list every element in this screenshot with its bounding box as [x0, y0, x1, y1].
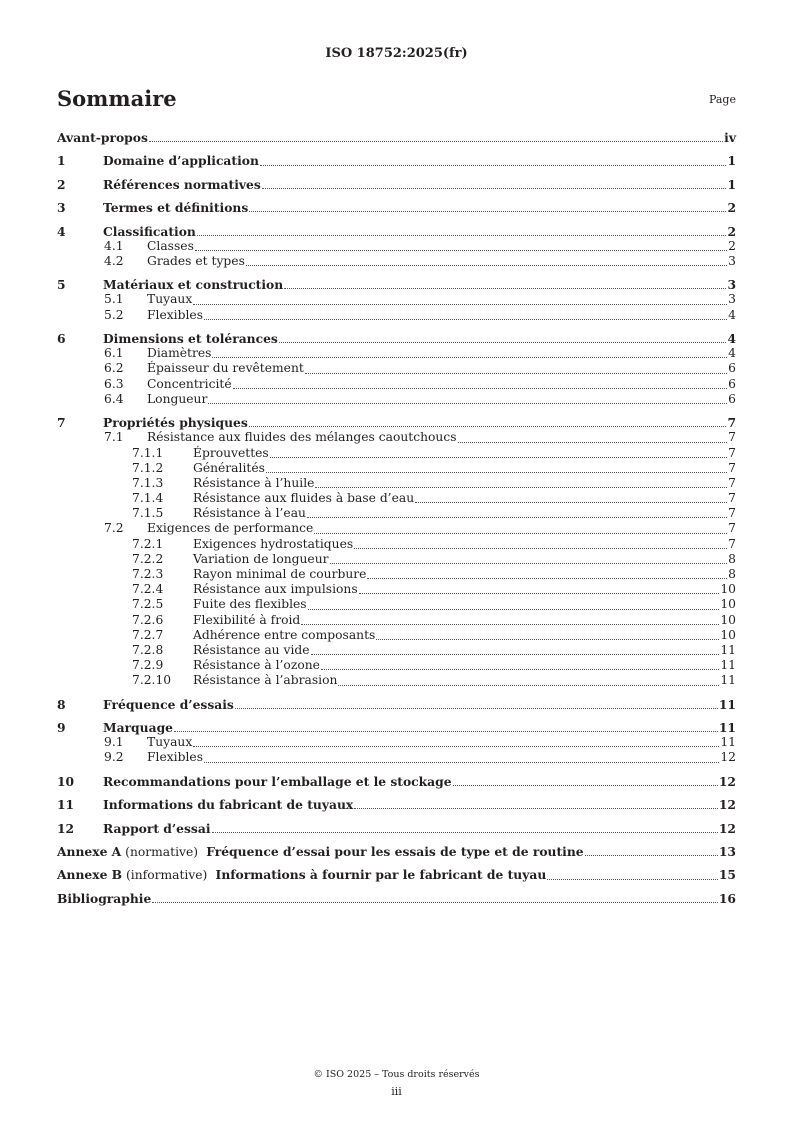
toc-entry-number: 9 — [57, 720, 66, 736]
toc-entry-page: 7 — [728, 445, 736, 460]
dot-leader — [453, 774, 718, 786]
toc-entry-number: 7.2.10 — [132, 673, 172, 688]
toc-entry[interactable] — [57, 552, 736, 567]
dot-leader — [195, 239, 727, 251]
toc-entry[interactable] — [57, 392, 736, 407]
toc-entry-page: 10 — [720, 582, 736, 597]
toc-entry-number: 6.1 — [104, 346, 124, 361]
document-identifier: ISO 18752:2025(fr) — [325, 46, 468, 61]
toc-entry-number: 3 — [57, 200, 66, 216]
toc-entry-page: 4 — [728, 346, 736, 361]
page-number: iii — [391, 1085, 402, 1098]
toc-entry[interactable] — [57, 377, 736, 392]
dot-leader — [314, 521, 727, 533]
toc-entry[interactable] — [57, 277, 736, 292]
dot-leader — [212, 821, 718, 833]
toc-entry[interactable] — [57, 582, 736, 597]
toc-entry-label: Généralités — [193, 460, 265, 475]
toc-entry-page: 7 — [728, 506, 736, 521]
toc-entry[interactable] — [57, 430, 736, 445]
toc-entry[interactable] — [57, 844, 736, 859]
toc-entry-page: 12 — [718, 820, 736, 836]
toc-entry[interactable] — [57, 537, 736, 552]
toc-entry-page: 7 — [728, 475, 736, 490]
dot-leader — [458, 430, 728, 442]
toc-entry-page: 12 — [720, 750, 736, 765]
toc-entry-label: Classes — [147, 238, 194, 253]
toc-entry-page: 15 — [718, 867, 736, 883]
toc-entry-number: 6.2 — [104, 361, 124, 376]
annex-qualifier: (informative) — [122, 868, 212, 883]
toc-entry-page: 7 — [728, 430, 736, 445]
toc-entry-label — [57, 844, 584, 859]
dot-leader — [585, 844, 718, 856]
title-row — [57, 86, 736, 114]
toc-entry-number: 1 — [57, 153, 66, 169]
toc-entry-label: Termes et définitions — [103, 200, 249, 216]
dot-leader — [233, 377, 728, 389]
toc-entry[interactable] — [57, 415, 736, 430]
dot-leader — [330, 552, 728, 564]
dot-leader — [284, 277, 726, 289]
toc-entry-label: Adhérence entre composants — [193, 627, 376, 642]
dot-leader — [376, 628, 719, 640]
toc-entry-label: Résistance à l’huile — [193, 475, 315, 490]
toc-entry-label: Variation de longueur — [193, 551, 329, 566]
toc-entry-label — [57, 867, 546, 882]
toc-entry-label: Dimensions et tolérances — [103, 331, 278, 346]
dot-leader — [262, 177, 727, 189]
toc-entry-label: Concentricité — [147, 376, 232, 391]
dot-leader — [305, 361, 727, 373]
toc-entry-number: 7.2.7 — [132, 627, 164, 642]
toc-entry[interactable] — [57, 821, 736, 836]
toc-entry-page: 12 — [718, 797, 736, 813]
toc-entry-label: Recommandations pour l’emballage et le stockage — [103, 773, 452, 789]
toc-entry-label: Flexibles — [147, 307, 204, 322]
toc-entry-label: Fuite des flexibles — [193, 597, 307, 612]
toc-entry-number: 7.2.8 — [132, 642, 164, 657]
toc-entry[interactable] — [57, 597, 736, 612]
toc-entry[interactable] — [57, 613, 736, 628]
toc-entry-label: Résistance à l’abrasion — [193, 673, 338, 688]
toc-entry-label: Classification — [103, 223, 196, 239]
toc-entry-number: 5.1 — [104, 292, 124, 307]
toc-entry-page: 3 — [728, 292, 736, 307]
toc-entry-label: Tuyaux — [147, 292, 193, 307]
toc-entry-label: Résistance à l’eau — [193, 506, 306, 521]
toc-entry-label: Grades et types — [147, 253, 245, 268]
toc-entry-number: 7.2.3 — [132, 567, 164, 581]
toc-entry[interactable] — [57, 658, 736, 673]
toc-entry-label: Exigences hydrostatiques — [193, 536, 354, 551]
annex-prefix: Annexe A — [57, 843, 122, 859]
toc-entry[interactable] — [57, 346, 736, 361]
toc-entry-number: 6.3 — [104, 376, 124, 391]
toc-entry-number: 6 — [57, 331, 66, 346]
toc-entry[interactable] — [57, 476, 736, 491]
dot-leader — [249, 415, 727, 427]
toc-entry-label: Bibliographie — [57, 890, 152, 906]
dot-leader — [359, 582, 720, 594]
toc-entry-label: Propriétés physiques — [103, 415, 248, 431]
toc-entry[interactable] — [57, 521, 736, 536]
dot-leader — [415, 491, 727, 503]
toc-entry-label: Flexibilité à froid — [193, 612, 301, 627]
toc-entry-number: 6.4 — [104, 391, 124, 406]
toc-entry-page: 13 — [718, 843, 736, 859]
toc-entry-label: Longueur — [147, 391, 208, 406]
toc-entry-label: Domaine d’application — [103, 153, 259, 169]
toc-entry[interactable] — [57, 491, 736, 506]
toc-entry-label: Résistance aux fluides des mélanges caoutchoucs — [147, 430, 457, 445]
toc-entry[interactable] — [57, 891, 736, 906]
toc-entry-page: 7 — [728, 460, 736, 475]
toc-entry-number: 7.1 — [104, 430, 124, 445]
toc-entry-page: 6 — [728, 391, 736, 406]
toc-entry[interactable] — [57, 254, 736, 269]
toc-entry[interactable] — [57, 361, 736, 376]
toc-entry-page: 3 — [727, 277, 736, 293]
toc-entry[interactable] — [57, 506, 736, 521]
toc-entry-label: Exigences de performance — [147, 521, 314, 536]
toc-entry-label: Flexibles — [147, 750, 204, 765]
toc-entry-number: 7.1.5 — [132, 506, 164, 521]
toc-entry[interactable] — [57, 308, 736, 323]
dot-leader — [266, 461, 727, 473]
toc-entry-label: Résistance aux impulsions — [193, 582, 358, 597]
toc-entry[interactable] — [57, 130, 736, 145]
toc-entry-label: Marquage — [103, 720, 173, 736]
toc-entry-page: 11 — [718, 720, 736, 736]
toc-entry[interactable] — [57, 567, 736, 582]
toc-entry-label: Résistance à l’ozone — [193, 658, 320, 673]
toc-entry-page: 7 — [728, 491, 736, 506]
toc-entry-number: 10 — [57, 773, 75, 789]
toc-entry-label: Avant-propos — [57, 130, 148, 145]
toc-entry-page: 7 — [728, 521, 736, 536]
toc-entry[interactable] — [57, 774, 736, 789]
toc-entry-label: Fréquence d’essais — [103, 696, 234, 712]
toc-entry[interactable] — [57, 200, 736, 215]
toc-entry-number: 4 — [57, 223, 66, 239]
toc-entry-page: 12 — [718, 773, 736, 789]
toc-entry-number: 7.2.6 — [132, 612, 164, 627]
toc-entry-page: 2 — [727, 200, 736, 216]
toc-entry-number: 5 — [57, 277, 66, 293]
dot-leader — [315, 476, 727, 488]
annex-prefix: Annexe B — [57, 867, 123, 883]
dot-leader — [193, 735, 719, 747]
toc-entry-label: Diamètres — [147, 346, 212, 361]
dot-leader — [193, 292, 727, 304]
dot-leader — [354, 537, 727, 549]
dot-leader — [246, 254, 727, 266]
dot-leader — [354, 797, 718, 809]
toc-entry-page: 1 — [727, 176, 736, 192]
toc-entry[interactable] — [57, 331, 736, 346]
dot-leader — [338, 673, 719, 685]
dot-leader — [321, 658, 719, 670]
toc-entry-number: 7.2.9 — [132, 658, 164, 673]
copyright-footer: © ISO 2025 – Tous droits réservés — [313, 1069, 480, 1080]
toc-entry-number: 11 — [57, 797, 75, 813]
toc-entry-label: Tuyaux — [147, 735, 193, 750]
toc-entry-label: Rapport d’essai — [103, 820, 211, 836]
toc-entry[interactable] — [57, 720, 736, 735]
toc-entry-label: Résistance au vide — [193, 642, 310, 657]
toc-entry-page: 11 — [720, 658, 736, 673]
toc-entry-number: 4.2 — [104, 253, 124, 268]
toc-entry-label: Rayon minimal de courbure — [193, 567, 367, 581]
toc-entry-page: 2 — [728, 238, 736, 253]
toc-entry[interactable] — [57, 239, 736, 254]
toc-entry[interactable] — [57, 446, 736, 461]
toc-entry[interactable] — [57, 697, 736, 712]
toc-entry-label: Résistance aux fluides à base d’eau — [193, 491, 415, 506]
dot-leader — [547, 867, 718, 879]
toc-entry-page: 11 — [720, 642, 736, 657]
annex-qualifier: (normative) — [121, 844, 202, 859]
toc-entry-page: 6 — [728, 376, 736, 391]
toc-entry[interactable] — [57, 750, 736, 765]
annex-title: Informations à fournir par le fabricant de tuyau — [211, 867, 547, 883]
dot-leader — [149, 130, 723, 142]
toc-entry-page: iv — [724, 130, 736, 145]
toc-entry[interactable] — [57, 461, 736, 476]
toc-entry-page: 7 — [727, 415, 736, 431]
toc-entry-number: 9.1 — [104, 735, 124, 750]
dot-leader — [367, 567, 727, 579]
toc-entry-label: Épaisseur du revêtement — [147, 361, 304, 376]
dot-leader — [260, 153, 727, 165]
toc-entry-number: 7.2.1 — [132, 536, 164, 551]
toc-entry-label: Références normatives — [103, 176, 261, 192]
dot-leader — [152, 891, 718, 903]
toc-entry-page: 2 — [727, 223, 736, 239]
dot-leader — [208, 392, 727, 404]
toc-entry-label: Éprouvettes — [193, 445, 269, 460]
toc-entry-number: 7 — [57, 415, 66, 431]
toc-entry-page: 6 — [728, 361, 736, 376]
toc-entry-page: 10 — [720, 612, 736, 627]
toc-entry-page: 7 — [728, 536, 736, 551]
toc-entry-page: 10 — [720, 597, 736, 612]
toc-entry-page: 8 — [728, 567, 736, 581]
toc-entry[interactable] — [57, 735, 736, 750]
dot-leader — [308, 597, 720, 609]
toc-entry-number: 7.1.2 — [132, 460, 164, 475]
toc-entry-number: 7.2 — [104, 521, 124, 536]
toc-entry-number: 9.2 — [104, 750, 124, 765]
dot-leader — [204, 308, 727, 320]
dot-leader — [204, 750, 719, 762]
dot-leader — [249, 200, 726, 212]
toc-entry[interactable] — [57, 224, 736, 239]
toc-entry-number: 2 — [57, 176, 66, 192]
toc-entry-number: 7.1.1 — [132, 445, 164, 460]
toc-entry-number: 12 — [57, 820, 75, 836]
toc-entry[interactable] — [57, 628, 736, 643]
toc-entry-page: 11 — [720, 735, 736, 750]
toc-entry-label: Matériaux et construction — [103, 277, 284, 293]
dot-leader — [301, 613, 719, 625]
dot-leader — [235, 697, 718, 709]
page-column-label: Page — [708, 93, 736, 106]
dot-leader — [311, 643, 720, 655]
toc-entry-number: 5.2 — [104, 307, 124, 322]
toc-entry-page: 8 — [728, 551, 736, 566]
toc-entry-page: 11 — [718, 696, 736, 712]
toc-entry[interactable] — [57, 643, 736, 658]
toc-entry-page: 11 — [720, 673, 736, 688]
page-title: Sommaire — [57, 86, 177, 111]
toc-entry-number: 7.1.4 — [132, 491, 164, 506]
dot-leader — [307, 506, 727, 518]
toc-entry-page: 1 — [727, 153, 736, 169]
toc-entry-page: 10 — [720, 627, 736, 642]
dot-leader — [174, 720, 718, 732]
dot-leader — [197, 224, 727, 236]
toc-entry-page: 3 — [728, 253, 736, 268]
toc-entry-page: 4 — [728, 307, 736, 322]
toc-entry[interactable] — [57, 673, 736, 688]
toc-entry[interactable] — [57, 177, 736, 192]
dot-leader — [212, 346, 727, 358]
dot-leader — [270, 446, 727, 458]
toc-entry-page: 4 — [727, 331, 736, 346]
toc-entry[interactable] — [57, 292, 736, 307]
toc-entry-page: 16 — [718, 890, 736, 906]
toc-entry-number: 7.2.5 — [132, 597, 164, 612]
toc-entry-label: Informations du fabricant de tuyaux — [103, 797, 354, 813]
annex-title: Fréquence d’essai pour les essais de type et de routine — [201, 843, 584, 859]
toc-entry-number: 7.2.2 — [132, 551, 164, 566]
toc-entry[interactable] — [57, 153, 736, 168]
toc-entry-number: 7.2.4 — [132, 582, 164, 597]
toc-entry[interactable] — [57, 797, 736, 812]
table-of-contents — [57, 130, 736, 906]
dot-leader — [279, 331, 727, 343]
toc-entry-number: 4.1 — [104, 238, 124, 253]
toc-entry-number: 7.1.3 — [132, 475, 164, 490]
toc-entry[interactable] — [57, 867, 736, 882]
toc-entry-number: 8 — [57, 696, 66, 712]
